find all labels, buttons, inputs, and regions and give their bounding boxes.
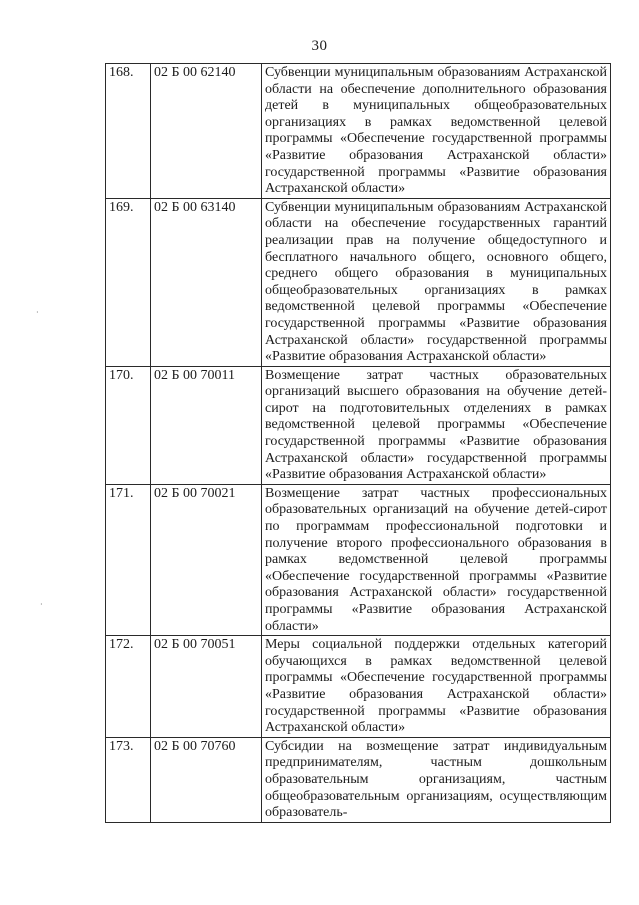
classification-code: 02 Б 00 70760	[151, 737, 262, 822]
row-description: Субвенции муниципальным образованиям Астраханской области на обеспечение государственных гарантий реализации прав на получение общедоступного и бесплатного начального общего, основного общего, среднего общего образования в муниципальных общеобразовательных организациях в рамках ведомственной целевой программы «Обеспечение государственной программы «Развитие образования Астраханской области» государственной программы «Развитие образования Астраханской области»	[262, 198, 611, 366]
classification-code: 02 Б 00 70011	[151, 366, 262, 484]
row-description: Субсидии на возмещение затрат индивидуальным предпринимателям, частным дошкольным образовательным организациям, частным общеобразовательным организациям, осуществляющим образователь-	[262, 737, 611, 822]
row-description: Возмещение затрат частных профессиональных образовательных организаций на обучение детей-сирот по программам профессиональной подготовки и получение второго профессионального образования в рамках ведомственной целевой программы «Обеспечение государственной программы «Развитие образования Астраханской области» государственной программы «Развитие образования Астраханской области»	[262, 484, 611, 635]
row-description: Субвенции муниципальным образованиям Астраханской области на обеспечение дополнительного образования детей в муниципальных общеобразовательных организациях в рамках ведомственной целевой программы «Обеспечение государственной программы «Развитие образования Астраханской области» государственной программы «Развитие образования Астраханской области»	[262, 64, 611, 199]
classification-code: 02 Б 00 63140	[151, 198, 262, 366]
classification-code: 02 Б 00 62140	[151, 64, 262, 199]
scan-speck: ·	[40, 600, 43, 609]
table-row	[106, 64, 611, 199]
row-number: 169.	[106, 198, 151, 366]
classification-code: 02 Б 00 70051	[151, 636, 262, 738]
row-description: Возмещение затрат частных образовательных организаций высшего образования на обучение детей-сирот на подготовительных отделениях в рамках ведомственной целевой программы «Обеспечение государственной программы «Развитие образования Астраханской области» государственной программы «Развитие образования Астраханской области»	[262, 366, 611, 484]
row-description: Меры социальной поддержки отдельных категорий обучающихся в рамках ведомственной целевой программы «Обеспечение государственной программы «Развитие образования Астраханской области» государственной программы «Развитие образования Астраханской области»	[262, 636, 611, 738]
classification-code: 02 Б 00 70021	[151, 484, 262, 635]
row-number: 168.	[106, 64, 151, 199]
row-number: 173.	[106, 737, 151, 822]
table-row	[106, 484, 611, 635]
scan-speck: ·	[36, 308, 39, 317]
table-row	[106, 737, 611, 822]
table-row	[106, 198, 611, 366]
table-row	[106, 636, 611, 738]
row-number: 170.	[106, 366, 151, 484]
table-row	[106, 366, 611, 484]
row-number: 172.	[106, 636, 151, 738]
row-number: 171.	[106, 484, 151, 635]
budget-classification-table	[105, 63, 611, 823]
page-number: 30	[311, 38, 328, 54]
